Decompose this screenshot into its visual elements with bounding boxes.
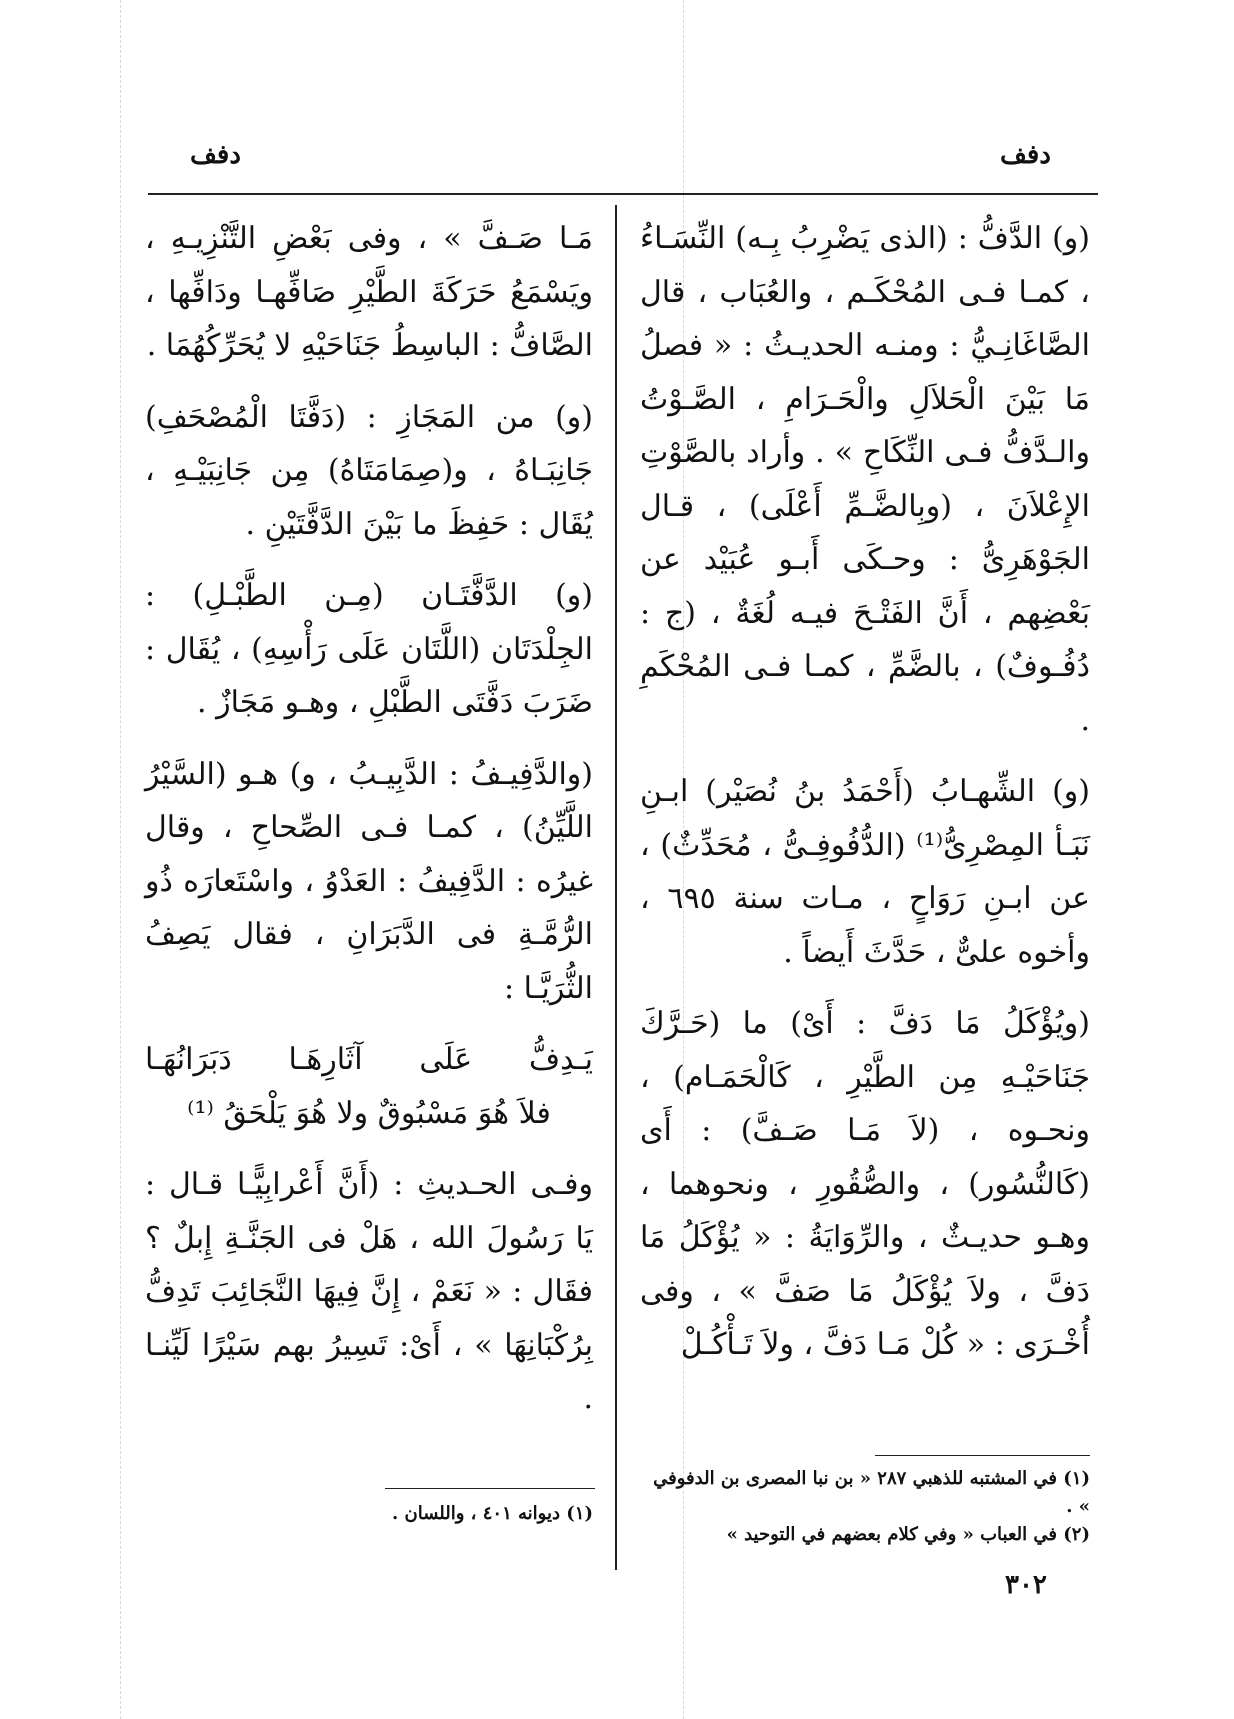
entry-daffatan: (و) الدَّفَّتَـان (مِـن الطَّبْـلِ) : الجِلْدَتَان (اللَّتَان عَلَى رَأْسِهِ) ، يُقَال : ضَرَبَ دَفَّتَى الطَّبْلِ ، وهـو مَجَازٌ . [145, 578, 593, 720]
entry-hadith: وفـى الحـديثِ : (أَنَّ أَعْرابِيًّـا قـال : يَا رَسُولَ الله ، هَلْ فى الجَنَّـةِ إِبلٌ ؟ فقَال : « نَعَمْ ، إِنَّ فِيهَا النَّجَائِبَ تَدِفُّ بِرُكْبَانِهَا » ، أَىْ: تَسِيرُ بهم سَيْرًا لَيِّنـا . [145, 1167, 593, 1416]
footnote-rule-left [385, 1488, 595, 1489]
footnote-1: (١) ديوانه ٤٠١ ، واللسان . [391, 1503, 593, 1524]
running-head-right: دفف [1000, 140, 1051, 170]
footnote-2: (٢) في العباب « وفي كلام بعضهم في التوحيد » [726, 1524, 1090, 1545]
entry-continuation: مَـا صَـفَّ » ، وفى بَعْضِ التَّنْزِيـهِ ، ويَسْمَعُ حَرَكَةَ الطَّيْرِ صَافِّهـا ودَافِّها ، الصَّافُّ : الباسِطُ جَنَاحَيْهِ لا يُحَرِّكُهُمَا . [145, 221, 593, 363]
header-rule [148, 193, 1098, 195]
footnote-rule-right [875, 1455, 1090, 1456]
scan-fold-line [120, 0, 121, 1719]
page-number: ٣٠٢ [1005, 1570, 1047, 1600]
running-head-left: دفف [190, 140, 241, 170]
poem-hemistich-1: يَـدِفُّ عَلَى آثَارِهَـا دَبَرَانُهَـا [145, 1042, 593, 1077]
entry-yukal: (ويُؤْكَلُ مَا دَفَّ : أَىْ) ما (حَـرَّكَ جَنَاحَيْـهِ مِن الطَّيْرِ ، كَالْحَمَـام) ، ونحـوه ، (لاَ مَـا صَـفَّ) : أَى (كَالنُّسُور) ، والصُّقُورِ ، ونحوهما ، وهـو حديـثٌ ، والرِّوَايَةُ : « يُؤْكَلُ مَا دَفَّ ، ولاَ يُؤْكَلُ مَا صَفَّ » ، وفى أُخْـرَى : « كُلْ مَـا دَفَّ ، ولاَ تَـأْكُـلْ [640, 1006, 1090, 1362]
poem-hemistich-2: فلاَ هُوَ مَسْبُوقٌ ولا هُوَ يَلْحَقُ ⁽¹⁾ [187, 1095, 551, 1131]
column-divider [615, 205, 617, 1570]
right-column [640, 212, 1090, 1390]
footnote-1: (١) في المشتبه للذهبي ٢٨٧ « بن نبا المصرى بن الدفوفي » . [653, 1468, 1090, 1517]
entry-dafif: (والدَّفِيـفُ : الدَّبِيـبُ ، و) هـو (السَّيْرُ اللَّيِّنُ) ، كمـا فـى الصِّحاحِ ، وقال غيرُه : الدَّفِيفُ : العَدْوُ ، واسْتَعارَه ذُو الرُّمَّـةِ فى الدَّبَرَانِ ، فقال يَصِفُ الثُّرَيَّـا : [145, 756, 593, 1006]
poem-verse [145, 1033, 593, 1140]
entry-daffata: (و) من المَجَازِ : (دَفَّتَا الْمُصْحَفِ) جَانِبَـاهُ ، و(صِمَامَتَاهُ) مِن جَانِبَيْـهِ ، يُقَال : حَفِظَ ما بَيْنَ الدَّفَّتَيْنِ . [145, 399, 593, 542]
footnotes-right [640, 1465, 1090, 1549]
left-column [145, 212, 593, 1444]
entry-daff: (و) الدَّفُّ : (الذى يَضْرِبُ بِـه) النِّسَـاءُ ، كمـا فـى المُحْكَـم ، والعُبَاب ، قال الصَّاغَانِـيُّ : ومنـه الحديـثُ : « فصلُ مَا بَيْنَ الْحَلاَلِ والْحَـرَامِ ، الصَّـوْتُ والـدَّفُّ فـى النِّكَاحِ » . وأراد بالصَّوْتِ الإِعْلاَنَ ، (وبِالضَّـمِّ أَعْلَى) ، قـال الجَوْهَرِىُّ : وحـكَى أَبـو عُبَيْد عن بَعْضِهم ، أَنَّ الفَتْـحَ فيـه لُغَةٌ ، (ج : دُفُـوفٌ) ، بالضَّمِّ ، كمـا فـى المُحْكَمِ . [640, 221, 1090, 738]
footnotes-left [145, 1500, 593, 1528]
entry-shihab: (و) الشِّهـابُ (أَحْمَدُ بنُ نُصَيْر) ابـنِ نَبَـأ المِصْرِىُّ⁽¹⁾ (الدُّفُوفِـىُّ ، مُحَدِّثٌ) ، عن ابـنِ رَوَاحٍ ، مـات سنة ٦٩٥ ، وأخوه علىٌّ ، حَدَّثَ أَيضاً . [640, 774, 1090, 970]
